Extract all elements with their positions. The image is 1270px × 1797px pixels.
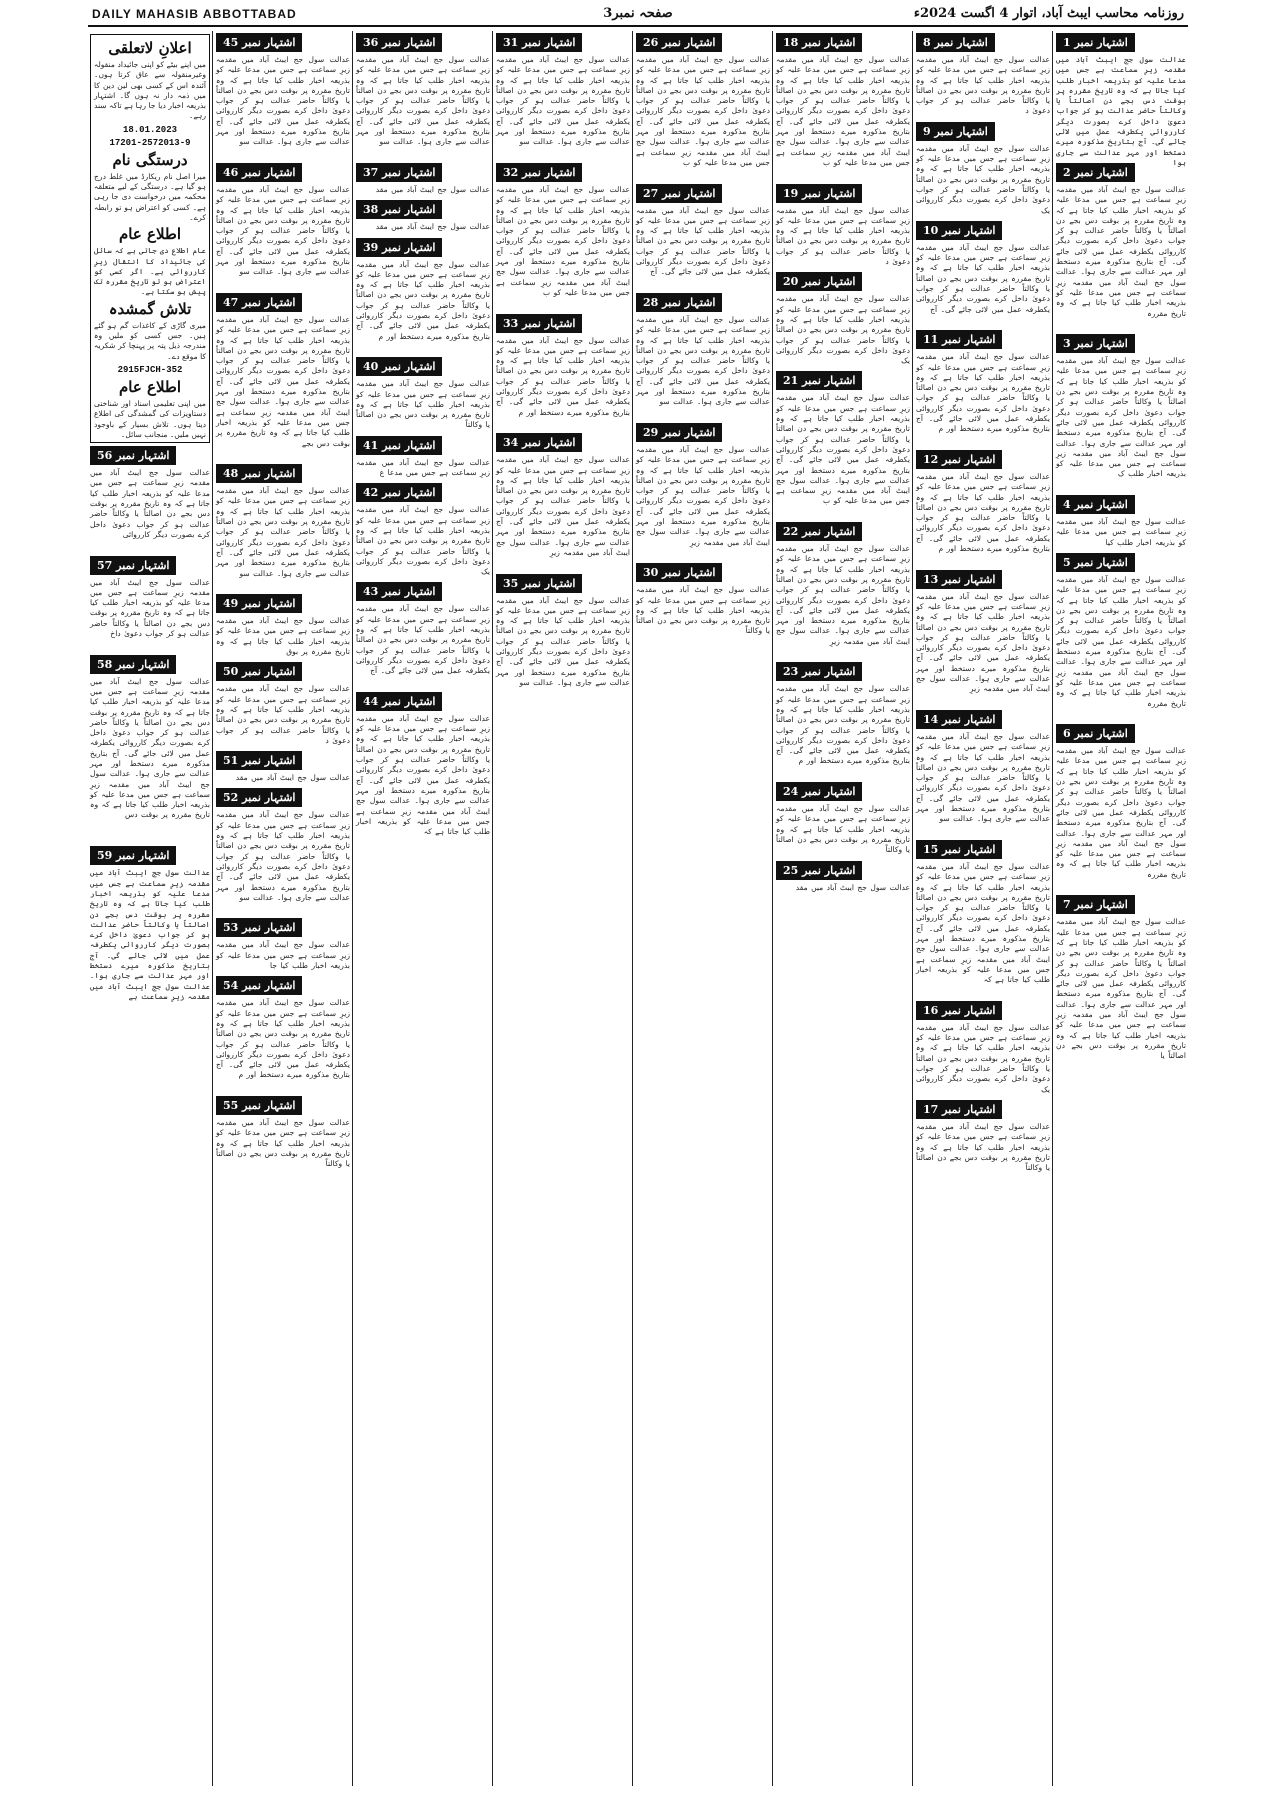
- notice-number-badge: اشتہار نمبر 7: [1056, 895, 1135, 914]
- notice-number-badge: اشتہار نمبر 51: [216, 751, 302, 770]
- notice-body: عدالت سول جج ایبٹ آباد میں مقدمہ زیرِ سماعت ہے جس میں مدعا علیہ کو بذریعہ اخبار طلب کیا جاتا ہے کہ وہ تاریخ مقررہ پر بوقت دس بجے دن اصالتاً یا وکالتاً حاضر عدالت ہو کر جواب دعویٰ داخل کرے بصورت دیگر کارروائی یکطرفہ عمل میں لائی جائے گی۔ آج بتاریخ مذکورہ میرے دستخط اور مہر عدالت سے جاری ہوا۔ عدالت سول جج ایبٹ آباد میں مقدمہ زیرِ سماعت ہے جس میں مدعا علیہ کو بذریعہ اخبار طلب کیا جاتا ہے کہ وہ تاریخ مقررہ پر بوقت دس بجے دن اصالتاً یا: [1056, 917, 1186, 1061]
- notice-13: [914, 570, 1052, 708]
- notice-number-badge: اشتہار نمبر 2: [1056, 163, 1135, 182]
- notice-45: [214, 33, 352, 161]
- notice-body: عدالت سول جج ایبٹ آباد میں مقدمہ زیرِ سماعت ہے جس میں مدعا علیہ کو بذریعہ اخبار طلب کیا جاتا ہے کہ وہ تاریخ مقررہ پر بوقت دس بجے دن اصالتاً یا وکالتاً حاضر عدالت ہو کر جواب دعویٰ داخل کرے بصورت دیگر کارروائی یکطرفہ عمل میں لائی جائے گی۔ آج بتاریخ مذکورہ میرے دستخط اور مہر عدالت سے جاری ہوا۔ عدالت سول جج ایبٹ آباد میں مقدمہ زیرِ: [776, 544, 910, 646]
- notice-48: [214, 464, 352, 592]
- masthead: [88, 5, 1188, 27]
- notice-body: عدالت سول جج ایبٹ آباد میں مقدمہ زیرِ سماعت ہے جس میں مدعا علیہ کو بذریعہ اخبار طلب کیا جاتا ہے کہ وہ تاریخ مقررہ پر بوقت دس بجے دن اصالتاً یا وکالتاً: [216, 1118, 350, 1169]
- notice-body: عدالت سول جج ایبٹ آباد میں مقدمہ زیرِ سماعت ہے جس میں مدعا علیہ کو بذریعہ اخبار طلب کیا جاتا ہے کہ وہ تاریخ مقررہ پر بوق: [216, 616, 350, 657]
- notice-27: [634, 184, 772, 291]
- column-divider: [772, 31, 773, 1786]
- notice-10: [914, 221, 1052, 328]
- notice-20: [774, 272, 912, 369]
- notice-column: [354, 31, 492, 1786]
- notice-1: [1054, 33, 1188, 167]
- notice-title: اعلانِ لاتعلقی: [108, 39, 192, 57]
- notice-body: عدالت سول جج ایبٹ آباد میں مقدمہ زیرِ سماعت ہے جس میں مدعا علیہ کو بذریعہ اخبار طلب کیا جاتا ہے کہ وہ تاریخ مقررہ پر بوقت دس بجے دن اصالتاً یا وکالتاً حاضر عدالت ہو کر جواب دعویٰ داخل کرے بصورت دیگر کارروائی یکطرفہ عمل میں لائی جائے گی۔ آج بتاریخ مذکورہ میرے دستخط اور مہر عدالت سے جاری ہوا۔ عدالت سول جج ایبٹ آباد میں مقدمہ زیرِ: [916, 591, 1050, 694]
- notice-title: تلاش گمشدہ: [108, 299, 192, 318]
- notice-body: عدالت سول جج ایبٹ آباد میں مقدمہ زیرِ سماعت ہے جس میں مدعا علیہ کو بذریعہ اخبار طلب کیا جاتا ہے کہ وہ تاریخ مقررہ پر بوقت دس بجے دن اصالتاً یا وکالتاً حاضر عدالت ہو کر جواب دعویٰ داخل کرے بصورت دیگر کارروائی یکطرفہ عمل میں لائی جائے گی۔ آج بتاریخ مذکورہ میرے دستخط اور مہر عدالت سے جاری ہوا۔ عدالت سو: [216, 810, 350, 902]
- notice-body: عدالت سول جج ایبٹ آباد میں مقدمہ زیرِ سماعت ہے جس میں مدعا علیہ کو بذریعہ اخبار طلب کیا جاتا ہے کہ وہ تاریخ مقررہ پر بوقت دس بجے دن اصالتاً یا وکالتاً حاضر عدالت ہو کر جواب دعویٰ داخل کرے بصورت دیگر کارروائی یکطرفہ عمل میں لائی جائے گی۔ آج بتاریخ مذکورہ میرے دستخط اور مہر عدالت سے جاری ہوا۔ عدالت سو: [216, 185, 350, 277]
- notice-number-badge: اشتہار نمبر 41: [356, 436, 442, 455]
- notice-number-badge: اشتہار نمبر 10: [916, 221, 1002, 240]
- notice-number-badge: اشتہار نمبر 11: [916, 330, 1002, 349]
- notice-16: [914, 1001, 1052, 1098]
- notice-number-badge: اشتہار نمبر 34: [496, 433, 582, 452]
- notice-number-badge: اشتہار نمبر 30: [636, 563, 722, 582]
- notice-14: [914, 710, 1052, 838]
- notice-body: عدالت سول جج ایبٹ آباد میں مقدمہ زیرِ سماعت ہے جس میں مدعا علیہ کو بذریعہ اخبار طلب کیا جاتا ہے کہ وہ تاریخ مقررہ پر بوقت دس بجے دن اصالتاً یا وکالتاً حاضر عدالت ہو کر جواب دعویٰ داخل کرے بصورت دیگر کارروائی یکطرفہ عمل میں لائی جائے گی۔ آج بتاریخ مذکورہ میرے دستخط اور م: [496, 335, 630, 417]
- notice-body: عدالت سول جج ایبٹ آباد میں مقدمہ زیرِ سماعت ہے جس میں مدعا علیہ کو بذریعہ اخبار طلب کیا جاتا ہے کہ وہ تاریخ مقررہ پر بوقت دس بجے دن اصالتاً یا وکالتاً حاضر عدالت ہو کر جواب دعویٰ داخل کرے بصورت دیگر کارروائی یکطرفہ عمل میں لائی جائے گی۔ آج بتاریخ مذکورہ میرے دستخط اور مہر عدالت سے جاری ہوا۔ عدالت سول جج ایبٹ آباد میں مقدمہ زیرِ سماعت ہے جس میں مدعا علیہ کو بذریعہ اخبار طلب کیا جاتا ہے کہ وہ تاریخ مقررہ: [1056, 574, 1186, 708]
- notice-9: [914, 122, 1052, 219]
- notice-number-badge: اشتہار نمبر 35: [496, 574, 582, 593]
- notice-7: [1054, 895, 1188, 1075]
- notice-29: [634, 423, 772, 561]
- notice-41: [354, 436, 492, 482]
- notice-6: [1054, 724, 1188, 893]
- notice-body: عدالت سول جج ایبٹ آباد میں مقدمہ زیرِ سماعت ہے جس میں مدعا علیہ کو بذریعہ اخبار طلب کیا جاتا ہے کہ وہ تاریخ مقررہ پر بوقت دس بجے دن اصالتاً یا وکالتاً حاضر عدالت ہو کر جواب دعویٰ داخل کرے بصورت دیگر کارروائی یکطرفہ عمل میں لائی جائے گی۔ آج بتاریخ مذکورہ میرے دستخط اور مہر عدالت سے جاری ہوا۔ عدالت سول جج ایبٹ آباد میں مقدمہ زیرِ سماعت ہے جس میں مدعا علیہ کو ب: [776, 55, 910, 167]
- notice-number-badge: اشتہار نمبر 47: [216, 293, 302, 312]
- column-divider: [632, 31, 633, 1786]
- notice-number-badge: اشتہار نمبر 18: [776, 33, 862, 52]
- notice-number-badge: اشتہار نمبر 25: [776, 861, 862, 880]
- notice-body: عدالت سول جج ایبٹ آباد میں مقدمہ زیرِ سماعت ہے جس میں مدعا علیہ کو بذریعہ اخبار طلب کیا جاتا ہے کہ وہ تاریخ مقررہ پر بوقت دس بجے دن اصالتاً یا وکالتاً حاضر عدالت ہو کر جواب دعویٰ داخل کرے بصورت دیگر کارروائی یک: [776, 294, 910, 366]
- notice-body: عدالت سول جج ایبٹ آباد میں مقدمہ زیرِ سماعت ہے جس میں مدعا علیہ کو بذریعہ اخبار طلب کیا جاتا ہے کہ وہ تاریخ مقررہ پر بوقت دس بجے دن اصالتاً یا وکالتاً حاضر عدالت ہو کر جواب دعویٰ داخل کرے بصورت دیگر کارروائی یکطرفہ عمل میں لائی جائے گی۔ آج بتاریخ مذکورہ میرے دستخط اور مہر عدالت سے جاری ہوا۔ عدالت سو: [496, 595, 630, 687]
- notice-46: [214, 163, 352, 291]
- notice-body: عدالت سول جج ایبٹ آباد میں مقدمہ زیرِ سماعت ہے جس میں مدعا علیہ کو بذریعہ اخبار طلب کیا جاتا ہے کہ وہ تاریخ مقررہ پر بوقت دس بجے دن اصالتاً یا وکالتاً حاضر عدالت ہو کر جواب دعویٰ داخل کرے بصورت دیگر کارروائی یکطرفہ عمل میں لائی جائے گی۔ آج بتاریخ مذکورہ میرے دستخط اور مہر عدالت سے جاری ہوا۔ عدالت سول جج ایبٹ آباد میں مقدمہ زیرِ: [496, 455, 630, 557]
- notice-38: [354, 200, 492, 235]
- newspaper-date: روزنامہ محاسب ایبٹ آباد، اتوار 4 اگست 2024ء: [913, 6, 1184, 21]
- notice-number-badge: اشتہار نمبر 53: [216, 918, 302, 937]
- notice-54: [214, 976, 352, 1094]
- notice-body: عدالت سول جج ایبٹ آباد میں مقدمہ زیرِ سماعت ہے جس میں مدعا علیہ کو بذریعہ اخبار طلب کیا جاتا ہے کہ وہ تاریخ مقررہ پر بوقت دس بجے دن اصالتاً یا وکالتاً حاضر عدالت ہو کر جواب دعویٰ داخل کرے بصورت دیگر کارروائی یکطرفہ عمل میں لائی جائے گی۔ آج بتاریخ مذکورہ میرے دستخط اور مہر عدالت سے جاری ہوا۔ عدالت سول جج ایبٹ آباد میں مقدمہ زیرِ سماعت ہے جس میں مدعا علیہ کو ب: [776, 393, 910, 506]
- notice-number-badge: اشتہار نمبر 24: [776, 782, 862, 801]
- notice-body: عدالت سول جج ایبٹ آباد میں مقدمہ زیرِ سماعت ہے جس میں مدعا علیہ کو بذریعہ اخبار طلب کیا جاتا ہے کہ وہ تاریخ مقررہ پر بوقت دس بجے دن اصالتاً یا وکالتاً حاضر عدالت ہو کر جواب دعویٰ داخل کرے بصورت دیگر کارروائی یکطرفہ عمل میں لائی جائے گی۔ آج بتاریخ مذکورہ میرے دستخط اور مہر عدالت سے جاری ہوا۔ عدالت سول جج ایبٹ آباد میں مقدمہ زیرِ سماعت ہے جس میں مدعا علیہ کو بذریعہ اخبار طلب کیا جاتا ہے کہ وہ تاریخ مقررہ پر بوقت دس: [90, 676, 210, 820]
- notice-number-badge: اشتہار نمبر 22: [776, 522, 862, 541]
- notice-body: عدالت سول جج ایبٹ آباد میں مقدمہ زیرِ سماعت ہے جس میں مدعا علیہ کو بذریعہ اخبار طلب کیا جاتا ہے کہ وہ تاریخ مقررہ پر بوقت دس بجے دن اصالتاً یا وکالتاً حاضر عدالت ہو کر جواب دعویٰ داخل کرے بصورت دیگر کارروائی یکطرفہ عمل میں لائی جائے گی۔ آج بتاریخ مذکورہ میرے دستخط اور مہر عدالت سے جاری ہوا۔ عدالت سول جج ایبٹ آباد میں مقدمہ زیرِ سماعت ہے جس میں مدعا علیہ کو ب: [636, 55, 770, 167]
- column-divider: [352, 31, 353, 1786]
- notice-number-badge: اشتہار نمبر 8: [916, 33, 995, 52]
- notice-12: [914, 450, 1052, 568]
- notice-28: [634, 293, 772, 421]
- notice-number-badge: اشتہار نمبر 5: [1056, 553, 1135, 572]
- notice-3: [1054, 334, 1188, 493]
- notice-51: [214, 751, 352, 786]
- notice-number-badge: اشتہار نمبر 27: [636, 184, 722, 203]
- notice-number-badge: اشتہار نمبر 32: [496, 163, 582, 182]
- notice-37: [354, 163, 492, 198]
- notice-body: عدالت سول جج ایبٹ آباد میں مقدمہ زیرِ سماعت ہے جس میں مدعا علیہ کو بذریعہ اخبار طلب کیا جاتا ہے کہ وہ تاریخ مقررہ پر بوقت دس بجے دن اصالتاً یا وکالتاً حاضر عدالت ہو کر جواب دعویٰ داخل کرے بصورت دیگر کارروائی یکطرفہ عمل میں لائی جائے گی۔ آج بتاریخ مذکورہ میرے دستخط اور مہر عدالت سے جاری ہوا۔ عدالت سو: [636, 314, 770, 407]
- notice-number-badge: اشتہار نمبر 19: [776, 184, 862, 203]
- notice-number-badge: اشتہار نمبر 48: [216, 464, 302, 483]
- notice-52: [214, 788, 352, 916]
- column-divider: [212, 31, 213, 1786]
- newspaper-page: [88, 5, 1188, 1790]
- notice-59: [88, 846, 212, 1005]
- notice-body: عدالت سول جج ایبٹ آباد میں مقد: [235, 773, 350, 783]
- notice-35: [494, 574, 632, 702]
- notice-body: عدالت سول جج ایبٹ آباد میں مقدمہ زیرِ سماعت ہے جس میں مدعا علیہ کو بذریعہ اخبار طلب کیا جاتا ہے کہ وہ تاریخ مقررہ پر بوقت دس بجے دن اصالتاً یا وکالتاً حاضر عدالت ہو کر جواب دعویٰ داخل کرے بصورت دیگر کارروائی یکطرفہ عمل میں لائی جائے گی۔ آج: [916, 242, 1050, 314]
- notice-text: عام اطلاع دی جاتی ہے کہ سائل کی جائیداد کا انتقال زیرِ کارروائی ہے۔ اگر کسی کو اعتراض ہو تو تاریخ مقررہ تک پیش ہو سکتا ہے۔: [94, 246, 206, 297]
- notice-number-badge: اشتہار نمبر 31: [496, 33, 582, 52]
- notice-number-badge: اشتہار نمبر 23: [776, 662, 862, 681]
- notice-body: عدالت سول جج ایبٹ آباد میں مقدمہ زیرِ سماعت ہے جس میں مدعا علیہ کو بذریعہ اخبار طلب کیا جاتا ہے کہ وہ تاریخ مقررہ پر بوقت دس بجے دن اصالتاً یا وکالتاً حاضر عدالت ہو کر جواب دعویٰ داخل کرے بصورت دیگر کارروائی یکطرفہ عمل میں لائی جائے گی۔ آج بتاریخ مذکورہ میرے دستخط اور م: [356, 259, 490, 341]
- notice-number-badge: اشتہار نمبر 15: [916, 840, 1002, 859]
- notice-number-badge: اشتہار نمبر 39: [356, 238, 442, 257]
- notice-31: [494, 33, 632, 161]
- notice-34: [494, 433, 632, 571]
- notice-body: عدالت سول جج ایبٹ آباد میں مقدمہ زیرِ سماعت ہے جس میں مدعا علیہ کو بذریعہ اخبار طلب کیا جاتا ہے کہ وہ تاریخ مقررہ پر بوقت دس بجے دن اصالتاً یا وکالتاً حاضر عدالت ہو کر جواب دعویٰ داخل کرے بصورت دیگر کارروائی یکطرفہ عمل میں لائی جائے گی۔ آج بتاریخ مذکورہ میرے دستخط اور مہر عدالت سے جاری ہوا۔ عدالت سول جج ایبٹ آباد میں مقدمہ زیرِ سماعت ہے: [90, 868, 210, 1001]
- notice-5: [1054, 553, 1188, 722]
- notice-21: [774, 371, 912, 520]
- notice-body: عدالت سول جج ایبٹ آباد میں مقدمہ زیرِ سماعت ہے جس میں مدعا علیہ کو بذریعہ اخبار طلب کیا جاتا ہے کہ وہ تاریخ مقررہ پر بوقت دس بجے دن اصالتاً یا وکالتاً حاضر عدالت ہو کر جواب دعویٰ داخل کرے بصورت دیگر کارروائی یکطرفہ عمل میں لائی جائے گی۔ آج بتاریخ مذکورہ میرے دستخط اور مہر عدالت سے جاری ہوا: [1056, 55, 1186, 167]
- notice-57: [88, 556, 212, 653]
- notice-number-badge: اشتہار نمبر 17: [916, 1100, 1002, 1119]
- notice-column: [494, 31, 632, 1786]
- newspaper-name: DAILY MAHASIB ABBOTTABAD: [92, 7, 297, 21]
- notice-number-badge: اشتہار نمبر 12: [916, 450, 1002, 469]
- notice-body: عدالت سول جج ایبٹ آباد میں مقدمہ زیرِ سماعت ہے جس میں مدعا علیہ کو بذریعہ اخبار طلب کیا جاتا ہے کہ وہ تاریخ مقررہ پر بوقت دس بجے دن اصالتاً یا وکالتاً حاضر عدالت ہو کر جواب دعویٰ داخل کرے بصورت دیگر کارروائی یکطرفہ عمل میں لائی جائے گی۔ آج بتاریخ مذکورہ میرے دستخط اور مہر عدالت سے جاری ہوا۔ عدالت سول جج ایبٹ آباد میں مقدمہ زیرِ سماعت ہے جس میں مدعا علیہ کو بذریعہ اخبار طلب کیا جاتا ہے کہ: [916, 861, 1050, 985]
- notice-33: [494, 314, 632, 432]
- notice-body: عدالت سول جج ایبٹ آباد میں مقدمہ زیرِ سماعت ہے جس میں مدعا علیہ کو بذریعہ اخبار طلب کیا جاتا ہے کہ وہ تاریخ مقررہ پر بوقت دس بجے دن اصالتاً یا وکالتاً حاضر عدالت ہو کر جواب دعویٰ داخل کرے بصورت دیگر کارروائی یکطرفہ عمل میں لائی جائے گی۔ آج بتاریخ مذکورہ میرے دستخط اور م: [216, 998, 350, 1080]
- notice-40: [354, 357, 492, 434]
- notice-11: [914, 330, 1052, 448]
- notice-number-badge: اشتہار نمبر 28: [636, 293, 722, 312]
- notice-body: عدالت سول جج ایبٹ آباد میں مقدمہ زیرِ سماعت ہے جس میں مدعا علیہ کو بذریعہ اخبار طلب کیا جاتا ہے کہ وہ تاریخ مقررہ پر بوقت دس بجے دن اصالتاً یا وکالتاً حاضر عدالت ہو کر جواب دعویٰ داخل کرے بصورت دیگر کارروائی یکطرفہ عمل میں لائی جائے گی۔ آج بتاریخ مذکورہ میرے دستخط اور مہر عدالت سے جاری ہوا۔ عدالت سو: [916, 731, 1050, 824]
- notice-number-badge: اشتہار نمبر 42: [356, 483, 442, 502]
- notice-number-badge: اشتہار نمبر 45: [216, 33, 302, 52]
- notice-body: عدالت سول جج ایبٹ آباد میں مقدمہ زیرِ سماعت ہے جس میں مدعا علیہ کو بذریعہ اخبار طلب کیا جاتا ہے کہ وہ تاریخ مقررہ پر بوقت دس بجے دن اصالتاً یا وکالتاً حاضر عدالت ہو کر جواب دعویٰ داخل کرے بصورت دیگر کارروائی یک: [916, 1022, 1050, 1094]
- notice-number-badge: اشتہار نمبر 55: [216, 1096, 302, 1115]
- notice-19: [774, 184, 912, 271]
- notice-32: [494, 163, 632, 312]
- notice-18: [774, 33, 912, 182]
- notice-number-badge: اشتہار نمبر 29: [636, 423, 722, 442]
- notice-number-badge: اشتہار نمبر 57: [90, 556, 176, 575]
- notice-25: [774, 861, 912, 896]
- notice-body: عدالت سول جج ایبٹ آباد میں مقدمہ زیرِ سماعت ہے جس میں مدعا علیہ کو بذریعہ اخبار طلب کیا جاتا ہے کہ وہ تاریخ مقررہ پر بوقت دس بجے دن اصالتاً یا وکالتاً حاضر عدالت ہو کر جواب دعویٰ داخل کرے بصورت دیگر کارروائی یکطرفہ عمل میں لائی جائے گی۔ آج بتاریخ مذکورہ میرے دستخط اور مہر عدالت سے جاری ہوا۔ عدالت سول جج ایبٹ آباد میں مقدمہ زیرِ: [636, 444, 770, 547]
- notice-body: عدالت سول جج ایبٹ آباد میں مقدمہ زیرِ سماعت ہے جس میں مدعا علیہ کو بذریعہ اخبار طلب کیا جاتا ہے کہ وہ تاریخ مقررہ پر بوقت دس بجے دن اصالتاً یا وکالتاً حاضر عدالت ہو کر جواب دعویٰ داخل کرے بصورت دیگر کارروائی یکطرفہ عمل میں لائی جائے گی۔ آج بتاریخ مذکورہ میرے دستخط اور مہر عدالت سے جاری ہوا۔ عدالت سو: [216, 486, 350, 578]
- notice-body: عدالت سول جج ایبٹ آباد میں مقدمہ زیرِ سماعت ہے جس میں مدعا علیہ کو بذریعہ اخبار طلب کیا جاتا ہے کہ وہ تاریخ مقررہ پر بوقت دس بجے دن اصالتاً یا وکالتاً حاضر عدالت ہو کر جواب دعویٰ داخل کرے بصورت دیگر کارروائی یکطرفہ عمل میں لائی جائے گی۔ آج: [636, 205, 770, 277]
- notice-body: عدالت سول جج ایبٹ آباد میں مقد: [375, 222, 490, 232]
- notice-column: [88, 31, 212, 1786]
- notice-number-badge: اشتہار نمبر 9: [916, 122, 995, 141]
- notice-49: [214, 594, 352, 660]
- notice-body: عدالت سول جج ایبٹ آباد میں مقد: [375, 185, 490, 194]
- notice-body: عدالت سول جج ایبٹ آباد میں مقدمہ زیرِ سماعت ہے جس میں مدعا علیہ کو بذریعہ اخبار طلب کیا جاتا ہے کہ وہ تاریخ مقررہ پر بوقت دس بجے دن اصالتاً یا وکالتاً حاضر عدالت ہو کر جواب دعویٰ د: [216, 684, 350, 745]
- notice-body: عدالت سول جج ایبٹ آباد میں مقدمہ زیرِ سماعت ہے جس میں مدعا علیہ کو بذریعہ اخبار طلب کیا جاتا ہے کہ وہ تاریخ مقررہ پر بوقت دس بجے دن اصالتاً یا وکالتاً حاضر عدالت ہو کر جواب دعویٰ داخل کرے بصورت دیگر کارروائی یکطرفہ عمل میں لائی جائے گی۔ آج بتاریخ مذکورہ میرے دستخط اور مہر عدالت سے جاری ہوا۔ عدالت سول جج ایبٹ آباد میں مقدمہ زیرِ سماعت ہے جس میں مدعا علیہ کو بذریعہ اخبار طلب کیا جاتا ہے کہ وہ تاریخ مقررہ: [1056, 185, 1186, 318]
- notice-24: [774, 782, 912, 859]
- vehicle-code: 2915FJCH-352: [117, 364, 183, 375]
- notice-body: عدالت سول جج ایبٹ آباد میں مقدمہ زیرِ سماعت ہے جس میں مدعا علیہ کو بذریعہ اخبار طلب کیا جاتا ہے کہ وہ تاریخ مقررہ پر بوقت دس بجے دن اصالتاً یا وکالتاً حاضر عدالت ہو کر جواب دعویٰ داخل کرے بصورت دیگر کارروائی: [90, 468, 210, 539]
- notice-22: [774, 522, 912, 660]
- notice-number-badge: اشتہار نمبر 59: [90, 846, 176, 865]
- notice-30: [634, 563, 772, 640]
- notice-8: [914, 33, 1052, 120]
- public-notices-box: [90, 34, 210, 443]
- column-divider: [912, 31, 913, 1786]
- cnic-number: 17201-2572013-9: [109, 137, 191, 148]
- notice-26: [634, 33, 772, 182]
- notice-number-badge: اشتہار نمبر 46: [216, 163, 302, 182]
- notice-body: عدالت سول جج ایبٹ آباد میں مقدمہ زیرِ سماعت ہے جس میں مدعا علیہ کو بذریعہ اخبار طلب کیا جاتا ہے کہ وہ تاریخ مقررہ پر بوقت دس بجے دن اصالتاً یا وکالتاً حاضر عدالت ہو کر جواب دعویٰ داخ: [90, 577, 210, 638]
- notice-50: [214, 662, 352, 749]
- notice-17: [914, 1100, 1052, 1177]
- notice-body: عدالت سول جج ایبٹ آباد میں مقدمہ زیرِ سماعت ہے جس میں مدعا علیہ کو بذریعہ اخبار طلب کیا جاتا ہے کہ وہ تاریخ مقررہ پر بوقت دس بجے دن اصالتاً یا وکالتاً حاضر عدالت ہو کر جواب دعویٰ داخل کرے بصورت دیگر کارروائی یکطرفہ عمل میں لائی جائے گی۔ آج بتاریخ مذکورہ میرے دستخط اور مہر عدالت سے جاری ہوا۔ عدالت سو: [496, 55, 630, 147]
- notice-column: [914, 31, 1052, 1786]
- notice-title: اطلاع عام: [118, 377, 182, 396]
- notice-number-badge: اشتہار نمبر 4: [1056, 495, 1135, 514]
- notice-53: [214, 918, 352, 974]
- notice-column: [1054, 31, 1188, 1786]
- notice-body: عدالت سول جج ایبٹ آباد میں مقدمہ زیرِ سماعت ہے جس میں مدعا علیہ کو بذریعہ اخبار طلب کیا جاتا ہے کہ وہ تاریخ مقررہ پر بوقت دس بجے دن اصالتاً یا وکالتاً حاضر عدالت ہو کر جواب دعویٰ د: [776, 205, 910, 267]
- notice-number-badge: اشتہار نمبر 21: [776, 371, 862, 390]
- notice-number-badge: اشتہار نمبر 52: [216, 788, 302, 807]
- notice-43: [354, 582, 492, 689]
- notice-body: عدالت سول جج ایبٹ آباد میں مقدمہ زیرِ سماعت ہے جس میں مدعا علیہ کو بذریعہ اخبار طلب کیا جا: [216, 940, 350, 971]
- notice-39: [354, 238, 492, 356]
- notice-2: [1054, 163, 1188, 332]
- notice-number-badge: اشتہار نمبر 54: [216, 976, 302, 995]
- notice-body: عدالت سول جج ایبٹ آباد میں مقدمہ زیرِ سماعت ہے جس میں مدعا علیہ کو بذریعہ اخبار طلب کیا جاتا ہے کہ وہ تاریخ مقررہ پر بوقت دس بجے دن اصالتاً یا وکالتاً حاضر عدالت ہو کر جواب دعویٰ داخل کرے بصورت دیگر کارروائی یکطرفہ عمل میں لائی جائے گی۔ آج بتاریخ مذکورہ میرے دستخط اور م: [776, 684, 910, 766]
- notice-text: میں اپنی تعلیمی اسناد اور شناختی دستاویزات کی گمشدگی کی اطلاع دیتا ہوں۔ تلاش بسیار کے باوجود نہیں ملیں۔ منجانب سائل۔: [94, 398, 206, 439]
- notice-15: [914, 840, 1052, 999]
- notice-body: عدالت سول جج ایبٹ آباد میں مقدمہ زیرِ سماعت ہے جس میں مدعا علیہ کو بذریعہ اخبار طلب کیا جاتا ہے کہ وہ تاریخ مقررہ پر بوقت دس بجے دن اصالتاً یا وکالتاً حاضر عدالت ہو کر جواب دعویٰ داخل کرے بصورت دیگر کارروائی یکطرفہ عمل میں لائی جائے گی۔ آج بتاریخ مذکورہ میرے دستخط اور مہر عدالت سے جاری ہوا۔ عدالت سول جج ایبٹ آباد میں مقدمہ زیرِ سماعت ہے جس میں مدعا علیہ کو بذریعہ اخبار طلب کیا جاتا ہے کہ وہ تاریخ مقررہ: [1056, 746, 1186, 879]
- notice-number-badge: اشتہار نمبر 50: [216, 662, 302, 681]
- notice-text: میرا اصل نام ریکارڈ میں غلط درج ہو گیا ہے۔ درستگی کے لیے متعلقہ محکمہ میں درخواست دی جا رہی ہے۔ کسی کو اعتراض ہو تو رابطہ کرے۔: [94, 171, 206, 222]
- notice-56: [88, 446, 212, 553]
- notice-body: عدالت سول جج ایبٹ آباد میں مقدمہ زیرِ سماعت ہے جس میں مدعا علیہ کو بذریعہ اخبار طلب کیا جاتا ہے کہ وہ تاریخ مقررہ پر بوقت دس بجے دن اصالتاً یا وکالتاً: [636, 585, 770, 636]
- notice-4: [1054, 495, 1188, 551]
- notice-number-badge: اشتہار نمبر 14: [916, 710, 1002, 729]
- notice-number-badge: اشتہار نمبر 6: [1056, 724, 1135, 743]
- notice-body: عدالت سول جج ایبٹ آباد میں مقدمہ زیرِ سماعت ہے جس میں مدعا علیہ کو بذریعہ اخبار طلب کیا جاتا ہے کہ وہ تاریخ مقررہ پر بوقت دس بجے دن اصالتاً یا وکالتاً حاضر عدالت ہو کر جواب دعویٰ داخل کرے بصورت دیگر کارروائی یکطرفہ عمل میں لائی جائے گی۔ آج بتاریخ مذکورہ میرے دستخط اور م: [916, 471, 1050, 554]
- notice-body: عدالت سول جج ایبٹ آباد میں مقدمہ زیرِ سماعت ہے جس میں مدعا علیہ کو بذریعہ اخبار طلب کیا جاتا ہے کہ وہ تاریخ مقررہ پر بوقت دس بجے دن اصالتاً یا وکالتاً: [356, 379, 490, 430]
- notice-date: 18.01.2023: [122, 124, 177, 135]
- notice-44: [354, 692, 492, 851]
- notice-number-badge: اشتہار نمبر 1: [1056, 33, 1135, 52]
- page-number: صفحہ نمبر3: [603, 6, 673, 21]
- notice-58: [88, 655, 212, 845]
- column-divider: [1052, 31, 1053, 1786]
- notice-number-badge: اشتہار نمبر 3: [1056, 334, 1135, 353]
- notice-number-badge: اشتہار نمبر 20: [776, 272, 862, 291]
- notice-42: [354, 483, 492, 580]
- notice-number-badge: اشتہار نمبر 58: [90, 655, 176, 674]
- notice-number-badge: اشتہار نمبر 40: [356, 357, 442, 376]
- notice-body: عدالت سول جج ایبٹ آباد میں مقدمہ زیرِ سماعت ہے جس میں مدعا علیہ کو بذریعہ اخبار طلب کیا جاتا ہے کہ وہ تاریخ مقررہ پر بوقت دس بجے دن اصالتاً یا وکالتاً حاضر عدالت ہو کر جواب دعویٰ داخل کرے بصورت دیگر کارروائی یکطرفہ عمل میں لائی جائے گی۔ آج بتاریخ مذکورہ میرے دستخط اور م: [916, 352, 1050, 434]
- notice-body: عدالت سول جج ایبٹ آباد میں مقدمہ زیرِ سماعت ہے جس میں مدعا علیہ کو بذریعہ اخبار طلب کیا جاتا ہے کہ وہ تاریخ مقررہ پر بوقت دس بجے دن اصالتاً یا وکالتاً: [776, 804, 910, 855]
- notice-body: عدالت سول جج ایبٹ آباد میں مقدمہ زیرِ سماعت ہے جس میں مدعا علیہ کو بذریعہ اخبار طلب کیا جاتا ہے کہ وہ تاریخ مقررہ پر بوقت دس بجے دن اصالتاً یا وکالتاً حاضر عدالت ہو کر جواب دعویٰ داخل کرے بصورت دیگر کارروائی یک: [916, 143, 1050, 215]
- notice-number-badge: اشتہار نمبر 37: [356, 163, 442, 182]
- notice-body: عدالت سول جج ایبٹ آباد میں مقدمہ زیرِ سماعت ہے جس میں مدعا علیہ کو بذریعہ اخبار طلب کیا: [1056, 517, 1186, 547]
- column-divider: [492, 31, 493, 1786]
- notice-title: اطلاع عام: [118, 225, 182, 244]
- notice-number-badge: اشتہار نمبر 56: [90, 446, 176, 465]
- notice-body: عدالت سول جج ایبٹ آباد میں مقدمہ زیرِ سماعت ہے جس میں مدعا علیہ کو بذریعہ اخبار طلب کیا جاتا ہے کہ وہ تاریخ مقررہ پر بوقت دس بجے دن اصالتاً یا وکالتاً حاضر عدالت ہو کر جواب دعویٰ داخل کرے بصورت دیگر کارروائی یکطرفہ عمل میں لائی جائے گی۔ آج بتاریخ مذکورہ میرے دستخط اور مہر عدالت سے جاری ہوا۔ عدالت سو: [216, 55, 350, 147]
- notice-body: عدالت سول جج ایبٹ آباد میں مقدمہ زیرِ سماعت ہے جس میں مدعا علیہ کو بذریعہ اخبار طلب کیا جاتا ہے کہ وہ تاریخ مقررہ پر بوقت دس بجے دن اصالتاً یا وکالتاً حاضر عدالت ہو کر جواب دعویٰ داخل کرے بصورت دیگر کارروائی یکطرفہ عمل میں لائی جائے گی۔ آج بتاریخ مذکورہ میرے دستخط اور مہر عدالت سے جاری ہوا۔ عدالت سول جج ایبٹ آباد میں مقدمہ زیرِ سماعت ہے جس میں مدعا علیہ کو بذریعہ اخبار طلب کیا جاتا ہے کہ وہ تاریخ مقررہ پر بوقت دس بجے: [216, 315, 350, 448]
- notice-number-badge: اشتہار نمبر 26: [636, 33, 722, 52]
- notice-text: میں اپنے بیٹے کو اپنی جائیداد منقولہ وغیرمنقولہ سے عاق کرتا ہوں۔ آئندہ اس کے کسی بھی لین دین کا میں ذمہ دار نہ ہوں گا۔ اشتہار بذریعہ اخبار دیا جا رہا ہے تاکہ سند رہے۔: [94, 60, 206, 121]
- notice-text: میری گاڑی کے کاغذات گم ہو گئے ہیں۔ جس کسی کو ملیں وہ مندرجہ ذیل پتہ پر پہنچا کر شکریہ کا موقع دے۔: [94, 320, 206, 361]
- notice-23: [774, 662, 912, 780]
- notice-number-badge: اشتہار نمبر 16: [916, 1001, 1002, 1020]
- notice-title: درستگی نام: [112, 150, 188, 169]
- notice-body: عدالت سول جج ایبٹ آباد میں مقدمہ زیرِ سماعت ہے جس میں مدعا علیہ کو بذریعہ اخبار طلب کیا جاتا ہے کہ وہ تاریخ مقررہ پر بوقت دس بجے دن اصالتاً یا وکالتاً حاضر عدالت ہو کر جواب دعویٰ داخل کرے بصورت دیگر کارروائی یکطرفہ عمل میں لائی جائے گی۔ آج بتاریخ مذکورہ میرے دستخط اور مہر عدالت سے جاری ہوا۔ عدالت سول جج ایبٹ آباد میں مقدمہ زیرِ سماعت ہے جس میں مدعا علیہ کو بذریعہ اخبار طلب ک: [1056, 356, 1186, 479]
- notice-column: [774, 31, 912, 1786]
- notice-column: [634, 31, 772, 1786]
- notice-body: عدالت سول جج ایبٹ آباد میں مقدمہ زیرِ سماعت ہے جس میں مدعا علیہ کو بذریعہ اخبار طلب کیا جاتا ہے کہ وہ تاریخ مقررہ پر بوقت دس بجے دن اصالتاً یا وکالتاً حاضر عدالت ہو کر جواب دعویٰ داخل کرے بصورت دیگر کارروائی یک: [356, 505, 490, 577]
- notice-number-badge: اشتہار نمبر 43: [356, 582, 442, 601]
- notice-body: عدالت سول جج ایبٹ آباد میں مقدمہ زیرِ سماعت ہے جس میں مدعا علیہ کو بذریعہ اخبار طلب کیا جاتا ہے کہ وہ تاریخ مقررہ پر بوقت دس بجے دن اصالتاً یا وکالتاً حاضر عدالت ہو کر جواب دعویٰ داخل کرے بصورت دیگر کارروائی یکطرفہ عمل میں لائی جائے گی۔ آج بتاریخ مذکورہ میرے دستخط اور مہر عدالت سے جاری ہوا۔ عدالت سو: [356, 55, 490, 147]
- notice-body: عدالت سول جج ایبٹ آباد میں مقدمہ زیرِ سماعت ہے جس میں مدعا علیہ کو بذریعہ اخبار طلب کیا جاتا ہے کہ وہ تاریخ مقررہ پر بوقت دس بجے دن اصالتاً یا وکالتاً حاضر عدالت ہو کر جواب دعویٰ داخل کرے بصورت دیگر کارروائی یکطرفہ عمل میں لائی جائے گی۔ آج: [356, 604, 490, 676]
- notice-number-badge: اشتہار نمبر 36: [356, 33, 442, 52]
- notice-body: عدالت سول جج ایبٹ آباد میں مقد: [795, 882, 910, 892]
- notice-47: [214, 293, 352, 462]
- notice-55: [214, 1096, 352, 1173]
- notice-body: عدالت سول جج ایبٹ آباد میں مقدمہ زیرِ سماعت ہے جس میں مدعا علیہ کو بذریعہ اخبار طلب کیا جاتا ہے کہ وہ تاریخ مقررہ پر بوقت دس بجے دن اصالتاً یا وکالتاً حاضر عدالت ہو کر جواب دعویٰ د: [916, 55, 1050, 116]
- notice-body: عدالت سول جج ایبٹ آباد میں مقدمہ زیرِ سماعت ہے جس میں مدعا علیہ کو بذریعہ اخبار طلب کیا جاتا ہے کہ وہ تاریخ مقررہ پر بوقت دس بجے دن اصالتاً یا وکالتاً: [916, 1121, 1050, 1173]
- notice-body: عدالت سول جج ایبٹ آباد میں مقدمہ زیرِ سماعت ہے جس میں مدعا علیہ کو بذریعہ اخبار طلب کیا جاتا ہے کہ وہ تاریخ مقررہ پر بوقت دس بجے دن اصالتاً یا وکالتاً حاضر عدالت ہو کر جواب دعویٰ داخل کرے بصورت دیگر کارروائی یکطرفہ عمل میں لائی جائے گی۔ آج بتاریخ مذکورہ میرے دستخط اور مہر عدالت سے جاری ہوا۔ عدالت سول جج ایبٹ آباد میں مقدمہ زیرِ سماعت ہے جس میں مدعا علیہ کو ب: [496, 185, 630, 297]
- notice-number-badge: اشتہار نمبر 49: [216, 594, 302, 613]
- notice-number-badge: اشتہار نمبر 44: [356, 692, 442, 711]
- notice-body: عدالت سول جج ایبٹ آباد میں مقدمہ زیرِ سماعت ہے جس میں مدعا علیہ کو بذریعہ اخبار طلب کیا جاتا ہے کہ وہ تاریخ مقررہ پر بوقت دس بجے دن اصالتاً یا وکالتاً حاضر عدالت ہو کر جواب دعویٰ داخل کرے بصورت دیگر کارروائی یکطرفہ عمل میں لائی جائے گی۔ آج بتاریخ مذکورہ میرے دستخط اور مہر عدالت سے جاری ہوا۔ عدالت سول جج ایبٹ آباد میں مقدمہ زیرِ سماعت ہے جس میں مدعا علیہ کو بذریعہ اخبار طلب کیا جاتا ہے کہ: [356, 713, 490, 837]
- notice-body: عدالت سول جج ایبٹ آباد میں مقدمہ زیرِ سماعت ہے جس میں مدعا ع: [356, 457, 490, 478]
- notice-column: [214, 31, 352, 1786]
- notice-36: [354, 33, 492, 161]
- notice-number-badge: اشتہار نمبر 33: [496, 314, 582, 333]
- notice-number-badge: اشتہار نمبر 13: [916, 570, 1002, 589]
- notice-number-badge: اشتہار نمبر 38: [356, 200, 442, 219]
